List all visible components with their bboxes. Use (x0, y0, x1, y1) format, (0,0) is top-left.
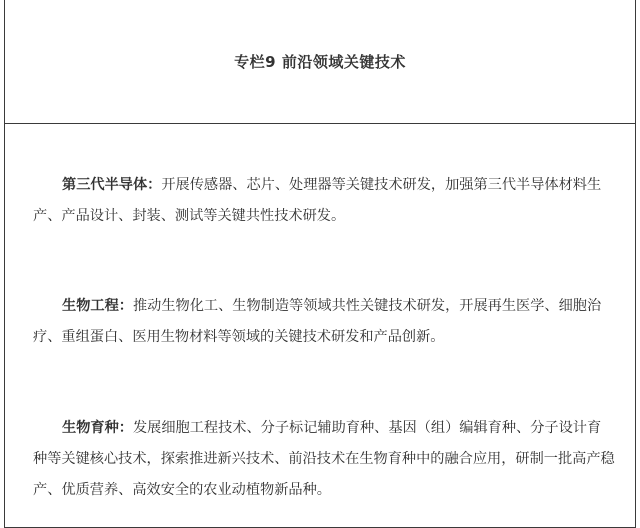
section-text: 发展细胞工程技术、分子标记辅助育种、基因（组）编辑育种、分子设计育种等关键核心技术，探索推进新兴技术、前沿技术在生物育种中的融合应用，研制一批高产稳产、优质营养、高效安全的农业动植物新品种。 (33, 420, 615, 498)
section-text: 开展传感器、芯片、处理器等关键技术研发，加强第三代半导体材料生产、产品设计、封装、测试等关键共性技术研发。 (33, 177, 602, 224)
section-text: 推动生物化工、生物制造等领域共性关键技术研发，开展再生医学、细胞治疗、重组蛋白、医用生物材料等领域的关键技术研发和产品创新。 (33, 298, 602, 345)
column-box (4, 0, 636, 528)
section-term: 第三代半导体： (62, 177, 162, 193)
section-term: 生物育种： (62, 420, 133, 436)
column-body (33, 170, 615, 506)
section-bioengineering (33, 291, 615, 353)
section-biobreeding (33, 413, 615, 506)
section-semiconductor (33, 170, 615, 232)
column-title: 专栏9 前沿领域关键技术 (234, 53, 406, 71)
section-term: 生物工程： (62, 298, 133, 314)
column-header (5, 0, 635, 124)
